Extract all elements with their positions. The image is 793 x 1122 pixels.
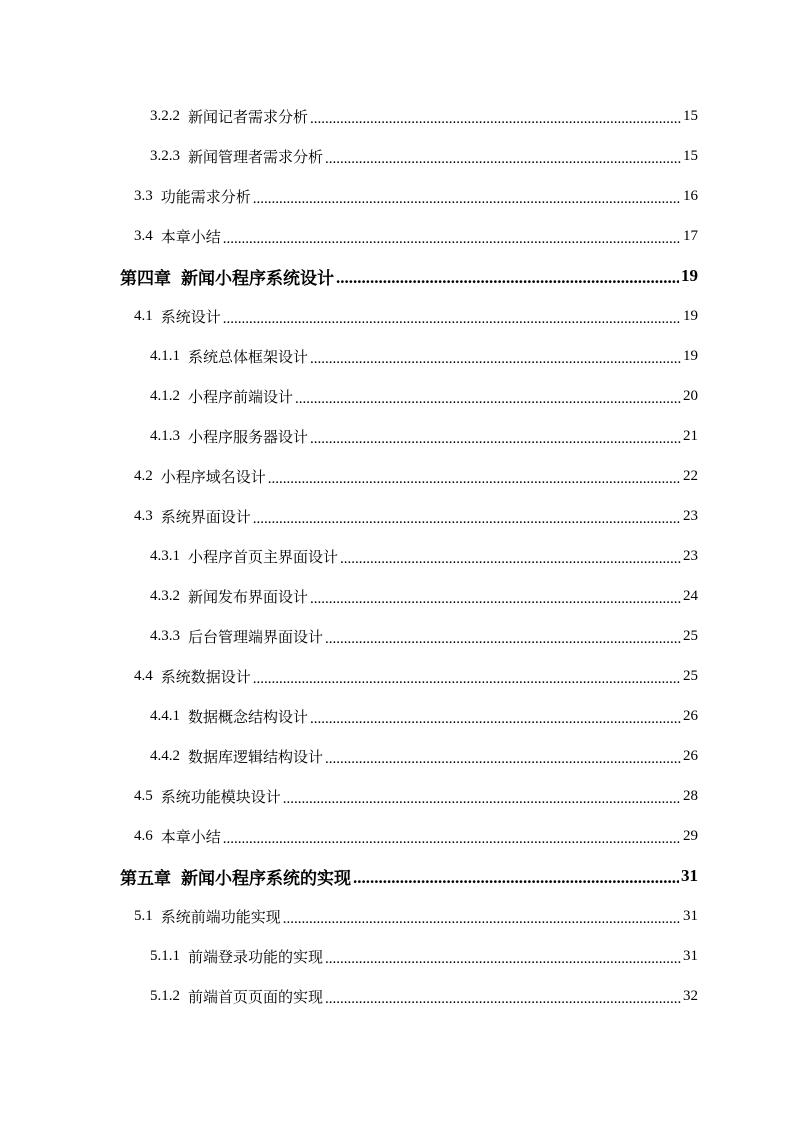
toc-entry-number: 第四章 xyxy=(120,268,171,289)
toc-entry-title: 小程序前端设计 xyxy=(188,387,294,406)
dot-leader xyxy=(325,149,681,168)
toc-entry[interactable] xyxy=(0,176,793,216)
toc-entry-page-number: 32 xyxy=(683,987,698,1004)
toc-entry-title: 系统界面设计 xyxy=(160,507,251,526)
toc-entry[interactable] xyxy=(0,776,793,816)
toc-entry-number: 4.3.3 xyxy=(150,627,180,644)
toc-entry[interactable] xyxy=(0,616,793,656)
dot-leader xyxy=(325,989,681,1008)
toc-entry-page-number: 20 xyxy=(683,387,698,404)
toc-entry-page-number: 25 xyxy=(683,627,698,644)
toc-entry[interactable] xyxy=(0,536,793,576)
toc-entry-title: 功能需求分析 xyxy=(160,187,251,206)
toc-entry-page-number: 28 xyxy=(683,787,698,804)
toc-entry-number: 4.3.1 xyxy=(150,547,180,564)
dot-leader xyxy=(353,868,679,888)
toc-entry-page-number: 19 xyxy=(683,307,698,324)
toc-entry-number: 4.4.1 xyxy=(150,707,180,724)
dot-leader xyxy=(295,389,681,408)
toc-entry-number: 第五章 xyxy=(120,868,171,889)
toc-entry-page-number: 16 xyxy=(683,187,698,204)
toc-entry-title: 新闻小程序系统的实现 xyxy=(181,868,351,889)
dot-leader xyxy=(283,909,681,928)
dot-leader xyxy=(223,309,681,328)
dot-leader xyxy=(325,749,681,768)
toc-entry[interactable] xyxy=(0,976,793,1016)
toc-entry-number: 5.1.2 xyxy=(150,987,180,1004)
toc-entry-title: 本章小结 xyxy=(160,827,221,846)
dot-leader xyxy=(310,589,681,608)
toc-entry-number: 4.2 xyxy=(134,467,153,484)
table-of-contents xyxy=(0,96,793,1016)
toc-entry-title: 新闻管理者需求分析 xyxy=(188,147,324,166)
toc-entry[interactable] xyxy=(0,936,793,976)
toc-entry-page-number: 15 xyxy=(683,147,698,164)
toc-entry-number: 3.4 xyxy=(134,227,153,244)
toc-entry-title: 新闻发布界面设计 xyxy=(188,587,309,606)
toc-entry-title: 新闻小程序系统设计 xyxy=(181,268,334,289)
toc-entry-title: 系统功能模块设计 xyxy=(160,787,281,806)
toc-entry-number: 4.1.2 xyxy=(150,387,180,404)
toc-entry[interactable] xyxy=(0,96,793,136)
toc-entry-page-number: 26 xyxy=(683,707,698,724)
toc-entry-page-number: 23 xyxy=(683,507,698,524)
toc-entry[interactable] xyxy=(0,496,793,536)
dot-leader xyxy=(340,549,681,568)
dot-leader xyxy=(310,429,681,448)
toc-entry[interactable] xyxy=(0,136,793,176)
toc-chapter-entry[interactable] xyxy=(0,856,793,896)
toc-entry-title: 系统总体框架设计 xyxy=(188,347,309,366)
toc-entry-title: 前端登录功能的实现 xyxy=(188,947,324,966)
toc-entry[interactable] xyxy=(0,416,793,456)
toc-entry[interactable] xyxy=(0,696,793,736)
toc-entry[interactable] xyxy=(0,216,793,256)
toc-entry-title: 系统数据设计 xyxy=(160,667,251,686)
toc-entry-number: 4.3.2 xyxy=(150,587,180,604)
toc-entry-number: 4.1.3 xyxy=(150,427,180,444)
toc-entry-page-number: 19 xyxy=(683,347,698,364)
toc-entry-title: 小程序首页主界面设计 xyxy=(188,547,339,566)
toc-entry-title: 小程序服务器设计 xyxy=(188,427,309,446)
toc-entry-page-number: 21 xyxy=(683,427,698,444)
toc-entry-page-number: 31 xyxy=(683,947,698,964)
toc-entry[interactable] xyxy=(0,296,793,336)
toc-entry-title: 数据概念结构设计 xyxy=(188,707,309,726)
toc-entry[interactable] xyxy=(0,736,793,776)
toc-entry-page-number: 25 xyxy=(683,667,698,684)
toc-entry-number: 4.6 xyxy=(134,827,153,844)
dot-leader xyxy=(253,509,681,528)
toc-entry[interactable] xyxy=(0,376,793,416)
dot-leader xyxy=(310,109,681,128)
dot-leader xyxy=(223,229,681,248)
toc-entry-title: 前端首页页面的实现 xyxy=(188,987,324,1006)
toc-entry-page-number: 31 xyxy=(683,907,698,924)
toc-entry-page-number: 24 xyxy=(683,587,698,604)
dot-leader xyxy=(253,669,681,688)
dot-leader xyxy=(310,709,681,728)
toc-entry-number: 5.1 xyxy=(134,907,153,924)
toc-entry-page-number: 22 xyxy=(683,467,698,484)
toc-entry[interactable] xyxy=(0,336,793,376)
toc-chapter-entry[interactable] xyxy=(0,256,793,296)
toc-entry-number: 3.2.3 xyxy=(150,147,180,164)
toc-entry[interactable] xyxy=(0,656,793,696)
toc-entry-number: 4.1.1 xyxy=(150,347,180,364)
dot-leader xyxy=(310,349,681,368)
toc-entry-title: 新闻记者需求分析 xyxy=(188,107,309,126)
toc-entry-number: 3.2.2 xyxy=(150,107,180,124)
dot-leader xyxy=(325,949,681,968)
toc-entry-title: 数据库逻辑结构设计 xyxy=(188,747,324,766)
dot-leader xyxy=(223,829,681,848)
toc-entry-title: 系统前端功能实现 xyxy=(160,907,281,926)
toc-entry-number: 4.5 xyxy=(134,787,153,804)
toc-entry-title: 系统设计 xyxy=(160,307,221,326)
toc-entry-title: 小程序域名设计 xyxy=(160,467,266,486)
toc-entry-title: 后台管理端界面设计 xyxy=(188,627,324,646)
dot-leader xyxy=(268,469,681,488)
dot-leader xyxy=(283,789,681,808)
dot-leader xyxy=(336,268,679,288)
toc-entry-title: 本章小结 xyxy=(160,227,221,246)
toc-entry[interactable] xyxy=(0,896,793,936)
toc-entry-number: 4.1 xyxy=(134,307,153,324)
toc-entry-page-number: 23 xyxy=(683,547,698,564)
toc-entry-number: 4.4.2 xyxy=(150,747,180,764)
toc-entry-page-number: 29 xyxy=(683,827,698,844)
toc-entry[interactable] xyxy=(0,816,793,856)
dot-leader xyxy=(253,189,681,208)
toc-entry[interactable] xyxy=(0,456,793,496)
toc-entry-page-number: 31 xyxy=(681,866,698,885)
toc-entry-page-number: 19 xyxy=(681,266,698,285)
toc-entry-page-number: 15 xyxy=(683,107,698,124)
toc-entry-page-number: 26 xyxy=(683,747,698,764)
toc-entry-number: 4.3 xyxy=(134,507,153,524)
toc-entry-number: 5.1.1 xyxy=(150,947,180,964)
toc-entry-number: 4.4 xyxy=(134,667,153,684)
dot-leader xyxy=(325,629,681,648)
toc-entry[interactable] xyxy=(0,576,793,616)
toc-entry-page-number: 17 xyxy=(683,227,698,244)
toc-entry-number: 3.3 xyxy=(134,187,153,204)
